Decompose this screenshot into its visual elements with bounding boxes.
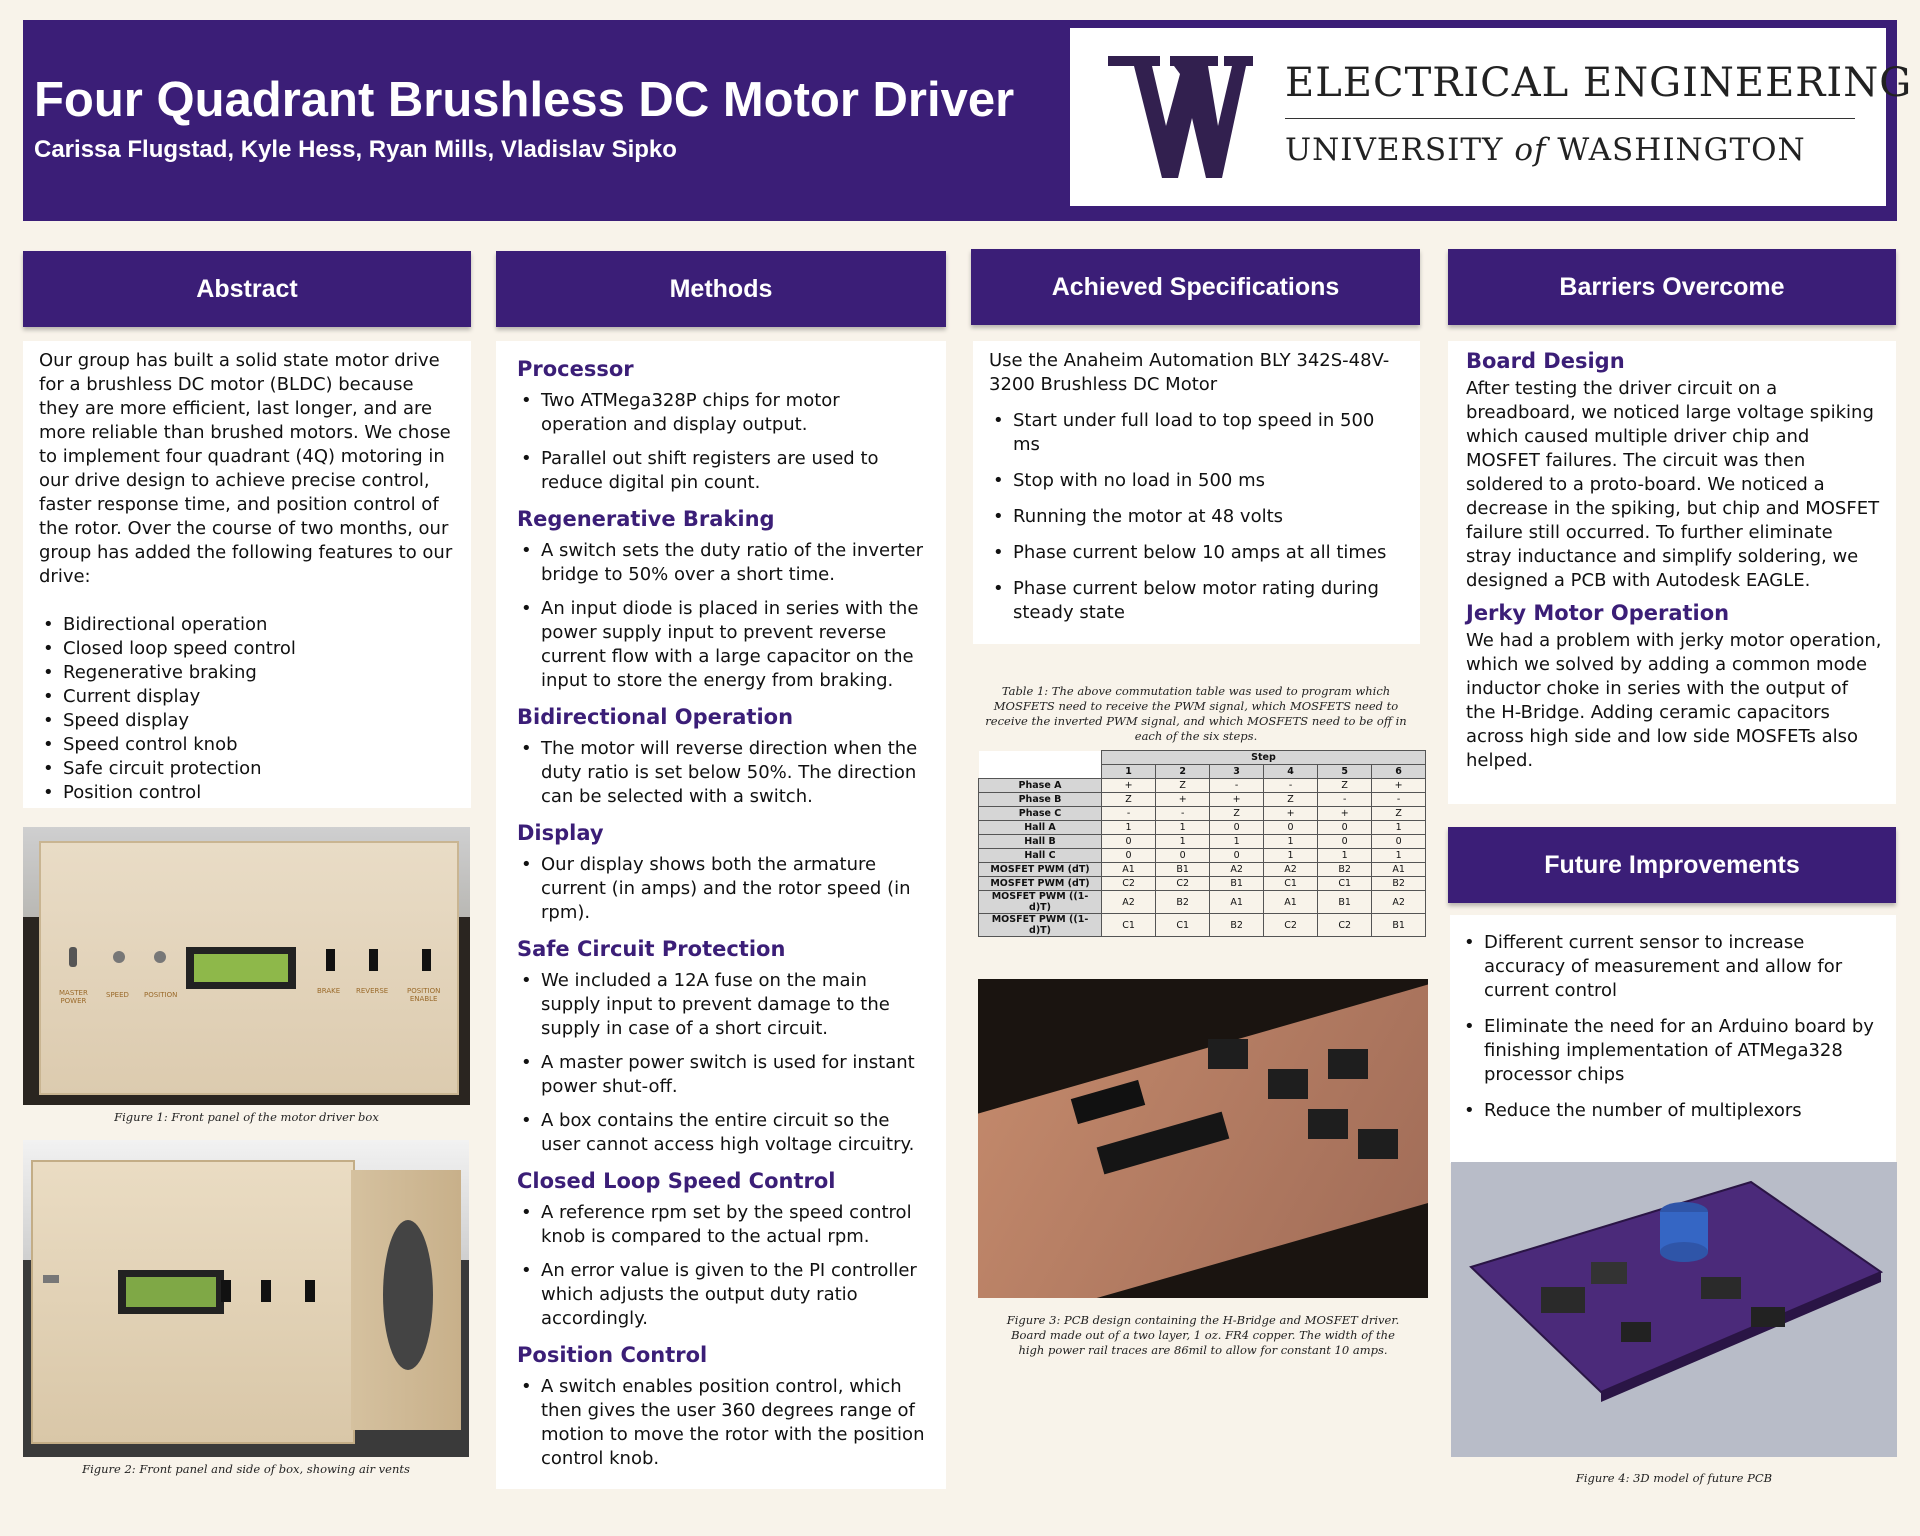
table-cell: C1: [1318, 877, 1372, 891]
methods-list: [517, 969, 930, 1157]
table-row: [979, 863, 1426, 877]
position-knob-icon: [154, 951, 166, 963]
position-enable-switch-icon: [422, 949, 431, 971]
figure-2-caption: Figure 2: Front panel and side of box, showing air vents: [82, 1462, 410, 1476]
table-cell: 0: [1102, 835, 1156, 849]
figure-4-render: [1451, 1162, 1897, 1457]
speed-knob-icon: [113, 951, 125, 963]
table-cell: +: [1263, 807, 1317, 821]
barriers-text: After testing the driver circuit on a breadboard, we noticed large voltage spiking which caused multiple driver chip and MOSFET failures. The circuit was then soldered to a proto-board. We noticed a decrease in the spiking, but chip and MOSFET failure still occurred. To further eliminate stray inductance and simplify soldering, we designed a PCB with Autodesk EAGLE.: [1466, 378, 1880, 591]
abstract-heading: Abstract: [23, 251, 471, 327]
table-cell: Z: [1210, 807, 1264, 821]
table-cell: Z: [1156, 779, 1210, 793]
specification-item: • Phase current below 10 amps at all times: [989, 541, 1404, 565]
future-improvements-list: [1460, 931, 1882, 1123]
methods-item: • Our display shows both the armature current (in amps) and the rotor speed (in rpm).: [517, 853, 930, 925]
label-brake: BRAKE: [317, 987, 341, 995]
table-cell: B2: [1210, 914, 1264, 937]
row-label: MOSFET PWM ((1-d)T): [979, 914, 1102, 937]
table-cell: -: [1372, 793, 1426, 807]
methods-item: • A master power switch is used for instant power shut-off.: [517, 1051, 930, 1099]
figure-3-caption: Figure 3: PCB design containing the H-Bridge and MOSFET driver. Board made out of a two layer, 1 oz. FR4 copper. The width of the high power rail traces are 86mil to allow for constant 10 amps.: [1006, 1313, 1400, 1357]
methods-list: [517, 1201, 930, 1331]
table-cell: A1: [1263, 891, 1317, 914]
table-cell: +: [1156, 793, 1210, 807]
barriers-heading: Barriers Overcome: [1448, 249, 1896, 325]
feature-item: • Bidirectional operation: [39, 613, 455, 637]
methods-panel: [496, 341, 946, 1489]
step-number: 4: [1263, 765, 1317, 779]
reverse-switch-icon: [369, 949, 378, 971]
abstract-panel: [23, 341, 471, 808]
row-label: Phase B: [979, 793, 1102, 807]
uw-w-logo-icon: [1108, 56, 1253, 178]
step-number: 2: [1156, 765, 1210, 779]
label-master-power: MASTER POWER: [59, 989, 88, 1005]
brake-switch-icon: [326, 949, 335, 971]
future-improvements-heading: Future Improvements: [1448, 827, 1896, 903]
methods-subheading: Closed Loop Speed Control: [517, 1169, 836, 1193]
poster-authors: Carissa Flugstad, Kyle Hess, Ryan Mills, Vladislav Sipko: [34, 136, 677, 163]
master-switch-icon: [43, 1275, 59, 1283]
logo-text-university: UNIVERSITY of WASHINGTON: [1285, 132, 1806, 168]
methods-subheading: Processor: [517, 357, 634, 381]
label-position-enable: POSITION ENABLE: [407, 987, 441, 1003]
table-cell: 1: [1263, 849, 1317, 863]
step-number: 5: [1318, 765, 1372, 779]
features-list: [39, 613, 455, 805]
table-cell: C1: [1102, 914, 1156, 937]
barriers-subheading: Jerky Motor Operation: [1466, 601, 1730, 625]
row-label: Hall B: [979, 835, 1102, 849]
label-speed: SPEED: [106, 991, 129, 999]
table-cell: A1: [1210, 891, 1264, 914]
mosfet: [1328, 1049, 1368, 1079]
table-cell: C2: [1156, 877, 1210, 891]
row-label: MOSFET PWM ((1-d)T): [979, 891, 1102, 914]
table-cell: Z: [1263, 793, 1317, 807]
methods-item: • An input diode is placed in series with the power supply input to prevent reverse current flow with a large capacitor on the input to store the energy from braking.: [517, 597, 930, 693]
abstract-text: Our group has built a solid state motor drive for a brushless DC motor (BLDC) because they are more efficient, last longer, and are more reliable than brushed motors. We chose to implement four quadrant (4Q) motoring in our drive design to achieve precise control, faster response time, and position control of the rotor. Over the course of two months, our group has added the following features to our drive:: [39, 350, 453, 587]
table-cell: Z: [1318, 779, 1372, 793]
specification-item: • Start under full load to top speed in 500 ms: [989, 409, 1404, 457]
methods-list: [517, 737, 930, 809]
table-cell: 1: [1372, 821, 1426, 835]
table-cell: B2: [1156, 891, 1210, 914]
table-cell: C1: [1263, 877, 1317, 891]
label-position: POSITION: [144, 991, 178, 999]
table-cell: B2: [1372, 877, 1426, 891]
methods-item: • Parallel out shift registers are used to reduce digital pin count.: [517, 447, 930, 495]
table-cell: +: [1318, 807, 1372, 821]
figure-4-caption: Figure 4: 3D model of future PCB: [1575, 1471, 1773, 1485]
table-cell: 0: [1318, 835, 1372, 849]
figure-1-photo: [23, 827, 470, 1105]
methods-list: [517, 539, 930, 693]
table-row: [979, 793, 1426, 807]
specifications-panel: [973, 341, 1420, 644]
table-cell: 0: [1156, 849, 1210, 863]
step-header: Step: [1102, 751, 1426, 765]
table-cell: 0: [1210, 821, 1264, 835]
step-number: 3: [1210, 765, 1264, 779]
table-row: [979, 914, 1426, 937]
methods-item: • A box contains the entire circuit so the user cannot access high voltage circuitry.: [517, 1109, 930, 1157]
table-cell: 0: [1263, 821, 1317, 835]
table-cell: 1: [1102, 821, 1156, 835]
table-cell: +: [1372, 779, 1426, 793]
methods-item: • We included a 12A fuse on the main supply input to prevent damage to the supply in case of a short circuit.: [517, 969, 930, 1041]
feature-item: • Position control: [39, 781, 455, 805]
table-cell: B2: [1318, 863, 1372, 877]
pcb-3d-model: [1451, 1162, 1897, 1457]
specification-item: • Phase current below motor rating during steady state: [989, 577, 1404, 625]
table-row: [979, 835, 1426, 849]
table-cell: -: [1263, 779, 1317, 793]
methods-list: [517, 389, 930, 495]
table-cell: 1: [1318, 849, 1372, 863]
barriers-subheading: Board Design: [1466, 349, 1625, 373]
table-cell: C1: [1156, 914, 1210, 937]
future-improvement-item: • Eliminate the need for an Arduino board by finishing implementation of ATMega328 processor chips: [1460, 1015, 1882, 1087]
figure-3-photo: [978, 979, 1428, 1298]
table-cell: A1: [1102, 863, 1156, 877]
methods-heading: Methods: [496, 251, 946, 327]
mosfet: [1358, 1129, 1398, 1159]
step-number: 6: [1372, 765, 1426, 779]
table-cell: +: [1210, 793, 1264, 807]
future-improvement-item: • Reduce the number of multiplexors: [1460, 1099, 1882, 1123]
table-cell: 1: [1263, 835, 1317, 849]
table-cell: B1: [1372, 914, 1426, 937]
table-cell: A2: [1372, 891, 1426, 914]
row-label: Phase C: [979, 807, 1102, 821]
methods-subheading: Safe Circuit Protection: [517, 937, 786, 961]
mosfet: [1208, 1039, 1248, 1069]
table-cell: A2: [1102, 891, 1156, 914]
methods-item: • A switch sets the duty ratio of the inverter bridge to 50% over a short time.: [517, 539, 930, 587]
table-cell: 0: [1102, 849, 1156, 863]
table-row: [979, 807, 1426, 821]
mosfet: [1308, 1109, 1348, 1139]
methods-item: • An error value is given to the PI controller which adjusts the output duty ratio accordingly.: [517, 1259, 930, 1331]
table-cell: -: [1102, 807, 1156, 821]
lcd-display: [186, 947, 296, 989]
table-cell: A1: [1372, 863, 1426, 877]
table-cell: -: [1156, 807, 1210, 821]
table-cell: 0: [1372, 835, 1426, 849]
table-cell: A2: [1263, 863, 1317, 877]
methods-list: [517, 853, 930, 925]
specification-item: • Running the motor at 48 volts: [989, 505, 1404, 529]
methods-item: • Two ATMega328P chips for motor operation and display output.: [517, 389, 930, 437]
methods-subheading: Bidirectional Operation: [517, 705, 794, 729]
lcd-display: [118, 1270, 224, 1314]
table-cell: 1: [1156, 821, 1210, 835]
barriers-panel: [1448, 341, 1896, 804]
specification-item: • Stop with no load in 500 ms: [989, 469, 1404, 493]
future-improvements-panel: [1450, 915, 1896, 1163]
table-cell: -: [1318, 793, 1372, 807]
table-cell: C2: [1318, 914, 1372, 937]
feature-item: • Closed loop speed control: [39, 637, 455, 661]
position-enable-switch-icon: [305, 1280, 315, 1302]
table-header-row: [979, 751, 1426, 765]
table-cell: A2: [1210, 863, 1264, 877]
table-cell: B1: [1156, 863, 1210, 877]
row-label: Hall A: [979, 821, 1102, 835]
table-cell: -: [1210, 779, 1264, 793]
table-cell: B1: [1210, 877, 1264, 891]
feature-item: • Speed control knob: [39, 733, 455, 757]
feature-item: • Regenerative braking: [39, 661, 455, 685]
specifications-heading: Achieved Specifications: [971, 249, 1420, 325]
specifications-list: [989, 409, 1404, 625]
table-cell: 0: [1318, 821, 1372, 835]
future-improvement-item: • Different current sensor to increase accuracy of measurement and allow for current control: [1460, 931, 1882, 1003]
table-row: [979, 877, 1426, 891]
reverse-switch-icon: [261, 1280, 271, 1302]
label-reverse: REVERSE: [356, 987, 389, 995]
table-cell: 1: [1210, 835, 1264, 849]
table-cell: C2: [1102, 877, 1156, 891]
methods-list: [517, 1375, 930, 1471]
methods-item: • A reference rpm set by the speed control knob is compared to the actual rpm.: [517, 1201, 930, 1249]
logo-divider: [1285, 118, 1855, 119]
logo-text-department: ELECTRICAL ENGINEERING: [1285, 60, 1913, 106]
step-number-row: [979, 765, 1426, 779]
methods-item: • A switch enables position control, which then gives the user 360 degrees range of motion to move the rotor with the position control knob.: [517, 1375, 930, 1471]
methods-subheading: Position Control: [517, 1343, 708, 1367]
master-switch-icon: [69, 947, 77, 967]
table-cell: Z: [1372, 807, 1426, 821]
table-cell: Z: [1102, 793, 1156, 807]
table-cell: 0: [1210, 849, 1264, 863]
row-label: MOSFET PWM (dT): [979, 863, 1102, 877]
mosfet: [1268, 1069, 1308, 1099]
figure-1-caption: Figure 1: Front panel of the motor driver box: [114, 1110, 379, 1124]
poster-title: Four Quadrant Brushless DC Motor Driver: [34, 73, 1015, 127]
methods-item: • The motor will reverse direction when the duty ratio is set below 50%. The direction can be selected with a switch.: [517, 737, 930, 809]
specifications-intro: Use the Anaheim Automation BLY 342S-48V-3200 Brushless DC Motor: [989, 350, 1390, 395]
feature-item: • Speed display: [39, 709, 455, 733]
methods-subheading: Display: [517, 821, 604, 845]
figure-2-photo: [23, 1140, 469, 1457]
uw-logo: [1070, 28, 1913, 206]
methods-subheading: Regenerative Braking: [517, 507, 775, 531]
table-row: [979, 849, 1426, 863]
row-label: Phase A: [979, 779, 1102, 793]
air-vent: [383, 1220, 433, 1370]
brake-switch-icon: [221, 1280, 231, 1302]
table-1-caption: Table 1: The above commutation table was used to program which MOSFETS need to receive the PWM signal, which MOSFETS need to receive the inverted PWM signal, and which MOSFETS need to be off in each of the six steps.: [985, 684, 1407, 743]
barriers-text: We had a problem with jerky motor operation, which we solved by adding a common mode inductor choke in series with the output of the H-Bridge. Adding ceramic capacitors across high side and low side MOSFETs also helped.: [1466, 630, 1882, 771]
table-cell: C2: [1263, 914, 1317, 937]
feature-item: • Safe circuit protection: [39, 757, 455, 781]
commutation-table: [978, 750, 1426, 937]
row-label: Hall C: [979, 849, 1102, 863]
table-row: [979, 891, 1426, 914]
table-row: [979, 779, 1426, 793]
row-label: MOSFET PWM (dT): [979, 877, 1102, 891]
table-cell: 1: [1156, 835, 1210, 849]
table-row: [979, 821, 1426, 835]
feature-item: • Current display: [39, 685, 455, 709]
step-number: 1: [1102, 765, 1156, 779]
table-cell: B1: [1318, 891, 1372, 914]
table-cell: +: [1102, 779, 1156, 793]
table-cell: 1: [1372, 849, 1426, 863]
